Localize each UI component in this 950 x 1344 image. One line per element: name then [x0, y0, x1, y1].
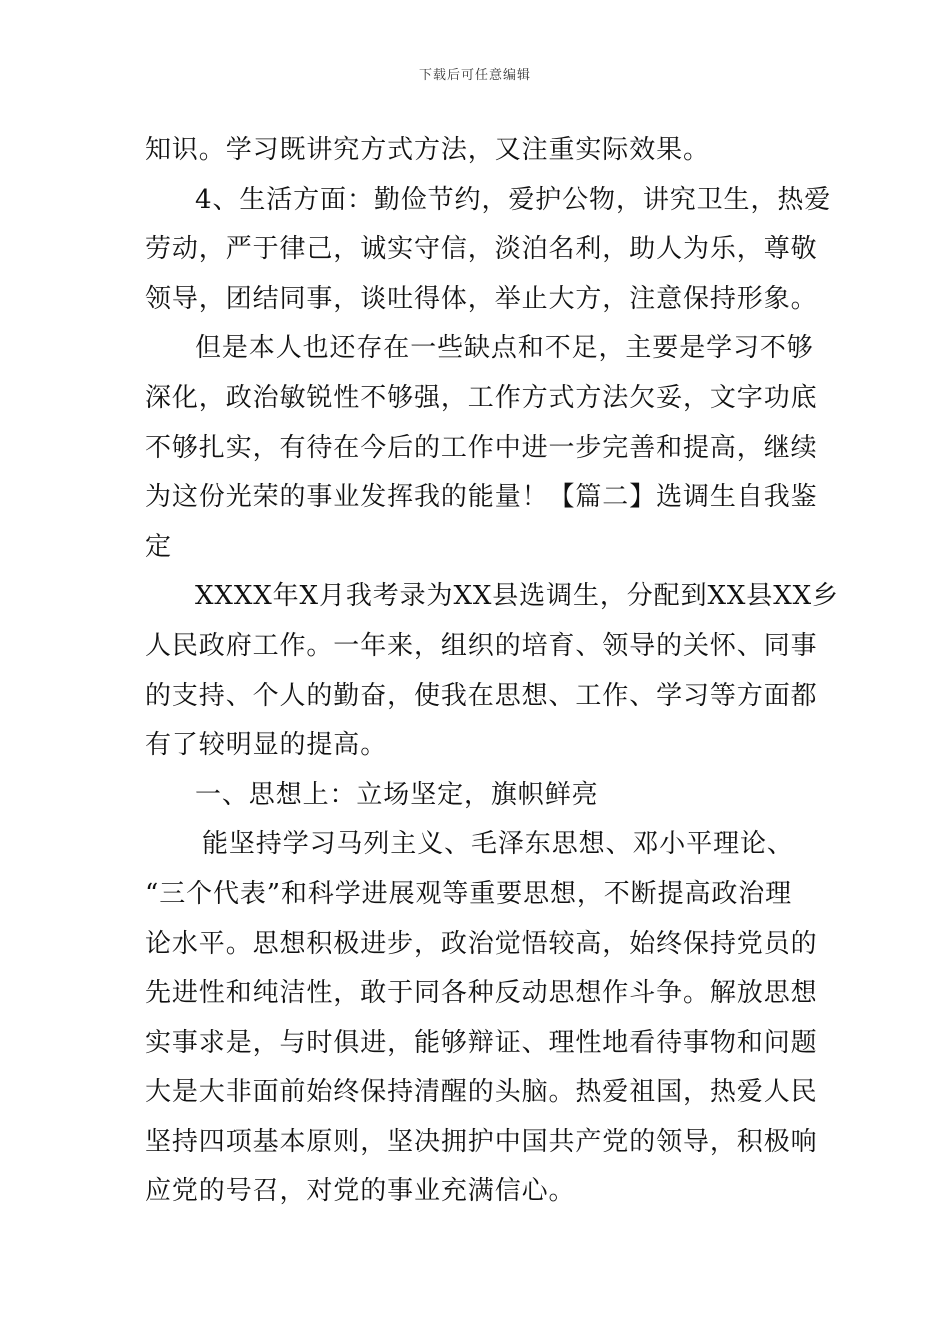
text-line: 劳动，严于律己，诚实守信，淡泊名利，助人为乐，尊敬: [145, 234, 818, 265]
text-line: 有了较明显的提高。: [145, 730, 388, 761]
text-line: 深化，政治敏锐性不够强，工作方式方法欠妥，文字功底: [145, 382, 818, 413]
text-line: 定: [145, 531, 172, 562]
text-line: 论水平。思想积极进步，政治觉悟较高，始终保持党员的: [145, 928, 818, 959]
document-body: [145, 126, 839, 1217]
text-line: 应党的号召，对党的事业充满信心。: [145, 1176, 576, 1207]
text-line: 4、生活方面：勤俭节约，爱护公物，讲究卫生，热爱: [195, 184, 832, 215]
text-line: 先进性和纯洁性，敢于同各种反动思想作斗争。解放思想: [145, 978, 818, 1009]
text-line: 一、思想上：立场坚定，旗帜鲜亮: [195, 779, 599, 810]
text-line: “三个代表”和科学进展观等重要思想，不断提高政治理: [145, 878, 793, 909]
text-line: 不够扎实，有待在今后的工作中进一步完善和提高，继续: [145, 432, 818, 463]
text-line: 实事求是，与时俱进，能够辩证、理性地看待事物和问题: [145, 1027, 818, 1058]
text-line: XXXX年X月我考录为XX县选调生，分配到XX县XX乡: [195, 581, 839, 612]
text-line: 为这份光荣的事业发挥我的能量！【篇二】选调生自我鉴: [145, 482, 818, 513]
text-line: 能坚持学习马列主义、毛泽东思想、邓小平理论、: [202, 829, 794, 860]
page-header: 下载后可任意编辑: [418, 68, 531, 83]
text-line: 坚持四项基本原则，坚决拥护中国共产党的领导，积极响: [145, 1126, 818, 1157]
text-line: 的支持、个人的勤奋，使我在思想、工作、学习等方面都: [145, 680, 818, 711]
text-line: 领导，团结同事，谈吐得体，举止大方，注意保持形象。: [145, 283, 818, 314]
text-line: 但是本人也还存在一些缺点和不足，主要是学习不够: [195, 333, 814, 364]
text-line: 人民政府工作。一年来，组织的培育、领导的关怀、同事: [145, 630, 818, 661]
text-line: 大是大非面前始终保持清醒的头脑。热爱祖国，热爱人民: [145, 1077, 818, 1108]
text-line: 知识。学习既讲究方式方法，又注重实际效果。: [145, 135, 710, 165]
